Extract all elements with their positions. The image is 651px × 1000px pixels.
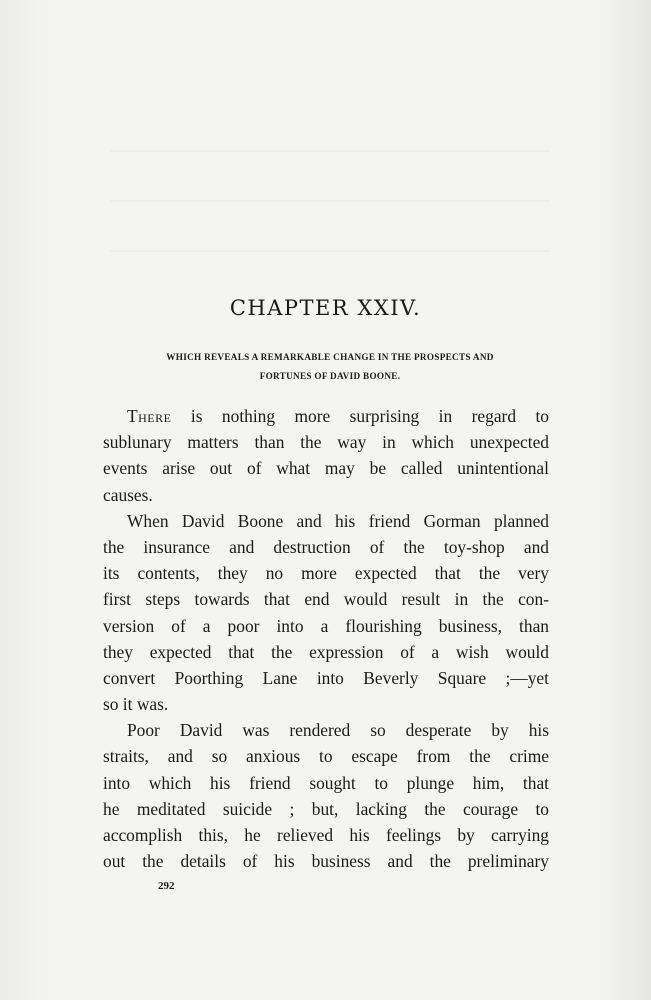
text-line: into which his friend sought to plunge him, that xyxy=(103,772,549,793)
paragraph xyxy=(103,508,549,718)
show-through-mark xyxy=(110,250,550,252)
text-line: version of a poor into a flourishing business, than xyxy=(103,615,549,636)
subtitle-line: WHICH REVEALS A REMARKABLE CHANGE IN THE PROSPECTS AND xyxy=(166,352,494,362)
text-line: accomplish this, he relieved his feelings by carrying xyxy=(103,825,549,845)
text-line: straits, and so anxious to escape from the crime xyxy=(103,746,549,767)
text-line xyxy=(103,403,549,429)
text-line: sublunary matters than the way in which unexpected xyxy=(103,432,549,453)
text-line: convert Poorthing Lane into Beverly Square ;—yet xyxy=(103,667,549,688)
show-through-mark xyxy=(110,200,550,202)
text-line: the insurance and destruction of the toy-shop and xyxy=(103,536,549,557)
text-line: out the details of his business and the preliminary xyxy=(103,851,549,872)
text-line-rest: is nothing more surprising in regard to xyxy=(171,406,549,426)
chapter-subtitle xyxy=(100,348,560,386)
text-line: Poor David was rendered so desperate by his xyxy=(127,720,549,741)
subtitle-line: FORTUNES OF DAVID BOONE. xyxy=(259,371,401,381)
chapter-title: CHAPTER XXIV. xyxy=(229,296,422,320)
text-line: causes. xyxy=(103,484,153,505)
text-line: so it was. xyxy=(103,694,169,715)
paragraph xyxy=(103,403,549,508)
text-line: its contents, they no more expected that the very xyxy=(103,563,549,584)
text-line: When David Boone and his friend Gorman planned xyxy=(127,510,549,531)
paragraph xyxy=(103,717,549,874)
text-line: they expected that the expression of a wish would xyxy=(103,641,549,662)
text-line: events arise out of what may be called unintentional xyxy=(103,458,549,479)
show-through-mark xyxy=(110,150,550,152)
drop-word: There xyxy=(127,406,172,426)
text-line: he meditated suicide ; but, lacking the courage to xyxy=(103,798,549,819)
text-line: first steps towards that end would result in the con- xyxy=(103,589,549,610)
page-number: 292 xyxy=(158,880,175,892)
chapter-body xyxy=(103,403,549,874)
